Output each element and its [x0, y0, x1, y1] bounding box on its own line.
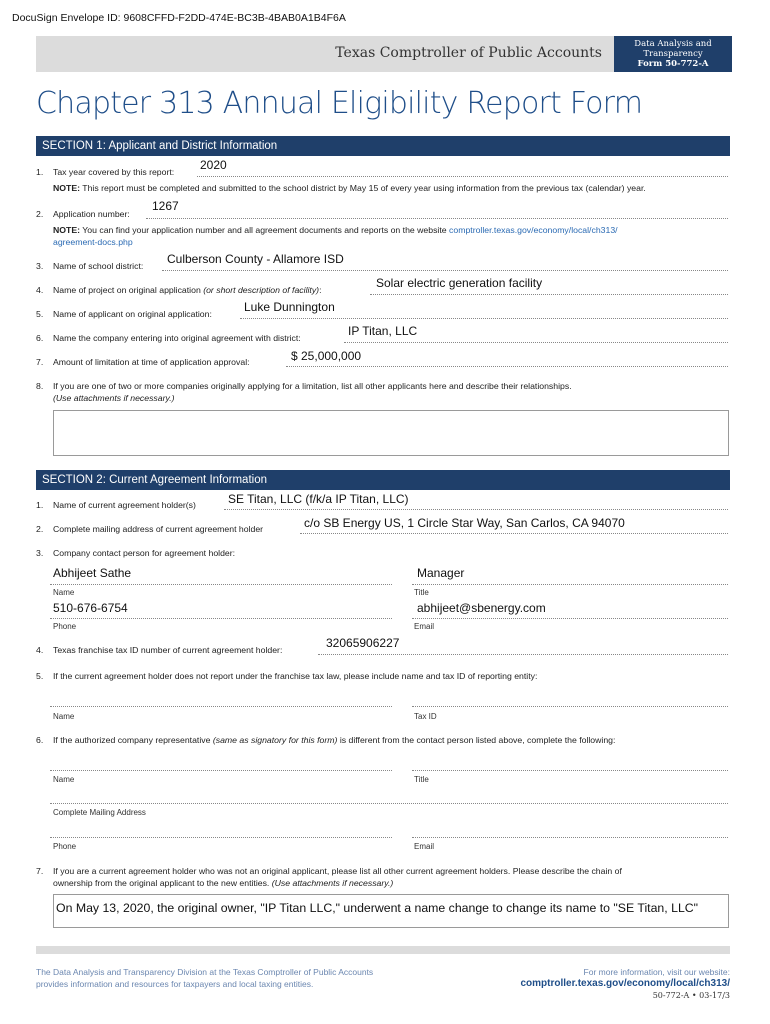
rep-phone-line[interactable]	[50, 837, 392, 838]
contact-name-label: Name	[53, 588, 75, 597]
s2-q7-num: 7.	[36, 866, 44, 876]
rep-email-line[interactable]	[412, 837, 728, 838]
other-applicants-textarea[interactable]	[53, 410, 729, 456]
contact-name-field[interactable]: Abhijeet Sathe	[53, 566, 132, 580]
s2-q2-label: Complete mailing address of current agreement holder	[53, 524, 264, 534]
footer-website-link[interactable]: comptroller.texas.gov/economy/local/ch313/	[520, 978, 730, 989]
q1-num: 1.	[36, 167, 44, 177]
contact-name-line	[50, 584, 392, 585]
rep-name-line[interactable]	[50, 770, 392, 771]
contact-email-field[interactable]: abhijeet@sbenergy.com	[417, 601, 546, 615]
footer-right-line-1: For more information, visit our website:	[583, 967, 730, 977]
agency-name: Texas Comptroller of Public Accounts	[335, 45, 602, 61]
rep-address-label: Complete Mailing Address	[53, 808, 146, 817]
s2-q7-line2: ownership from the original applicant to the new entities.	[53, 878, 270, 888]
rep-title-line[interactable]	[412, 770, 728, 771]
project-name-field[interactable]: Solar electric generation facility	[376, 276, 543, 290]
footer-bar	[36, 946, 730, 954]
q3-label: Name of school district:	[53, 261, 144, 271]
form-number: Form 50-772-A	[637, 59, 709, 69]
section-2-heading: SECTION 2: Current Agreement Information	[36, 470, 730, 490]
s2-q4-label: Texas franchise tax ID number of current agreement holder:	[53, 645, 283, 655]
tax-year-field[interactable]: 2020	[200, 158, 227, 172]
box-line-2: Transparency	[643, 49, 703, 59]
ch313-link[interactable]: comptroller.texas.gov/economy/local/ch313/	[449, 225, 618, 235]
footer-left-line-2: provides information and resources for taxpayers and local taxing entities.	[36, 979, 314, 989]
note-2-bold: NOTE:	[53, 225, 81, 235]
q1-line	[197, 176, 728, 177]
mailing-address-field[interactable]: c/o SB Energy US, 1 Circle Star Way, San Carlos, CA 94070	[304, 516, 625, 530]
q7-num: 7.	[36, 357, 44, 367]
s2-q7-label	[53, 865, 728, 889]
reporting-entity-taxid-line[interactable]	[412, 706, 728, 707]
applicant-name-field[interactable]: Luke Dunnington	[244, 300, 335, 314]
reporting-entity-name-label: Name	[53, 712, 75, 721]
contact-title-line	[412, 584, 728, 585]
footer-description	[36, 966, 373, 990]
contact-email-label: Email	[414, 622, 435, 631]
s2-q3-num: 3.	[36, 548, 44, 558]
s2-q1-label: Name of current agreement holder(s)	[53, 500, 196, 510]
header-bar	[36, 36, 614, 72]
current-holder-field[interactable]: SE Titan, LLC (f/k/a IP Titan, LLC)	[228, 492, 409, 506]
s2-q6-label-end: is different from the contact person listed above, complete the following:	[339, 735, 616, 745]
limitation-amount-field[interactable]: $ 25,000,000	[291, 349, 362, 363]
s2-q1-line	[224, 509, 728, 510]
section-1-heading: SECTION 1: Applicant and District Information	[36, 136, 730, 156]
s2-q3-label: Company contact person for agreement holder:	[53, 548, 236, 558]
contact-email-line	[412, 618, 728, 619]
q5-label: Name of applicant on original application:	[53, 309, 212, 319]
envelope-id: DocuSign Envelope ID: 9608CFFD-F2DD-474E-BC3B-4BAB0A1B4F6A	[12, 12, 346, 24]
q4-label-italic: (or short description of facility)	[203, 285, 320, 295]
note-2-text: You can find your application number and all agreement documents and reports on the website	[82, 225, 447, 235]
form-number-box	[614, 36, 732, 72]
ownership-chain-textarea[interactable]	[53, 894, 729, 928]
q8-num: 8.	[36, 381, 44, 391]
q2-num: 2.	[36, 209, 44, 219]
school-district-field[interactable]: Culberson County - Allamore ISD	[167, 252, 344, 266]
note-1-text: This report must be completed and submitted to the school district by May 15 of every year using information from the previous tax (calendar) year.	[82, 183, 646, 193]
q5-num: 5.	[36, 309, 44, 319]
contact-phone-field[interactable]: 510-676-6754	[53, 601, 128, 615]
s2-q5-num: 5.	[36, 671, 44, 681]
note-2	[53, 224, 723, 248]
q7-label: Amount of limitation at time of application approval:	[53, 357, 250, 367]
contact-phone-line	[50, 618, 392, 619]
q6-line	[344, 342, 728, 343]
s2-q7-line1: If you are a current agreement holder who was not an original applicant, please list all other current agreement holders. Please describe the chain of	[53, 866, 622, 876]
q8-label	[53, 380, 723, 404]
rep-phone-label: Phone	[53, 842, 77, 851]
q4-num: 4.	[36, 285, 44, 295]
q2-label: Application number:	[53, 209, 130, 219]
footer-more-info	[520, 966, 730, 1002]
q4-label-end: :	[319, 285, 322, 295]
q4-line	[370, 294, 728, 295]
note-1	[53, 182, 646, 194]
ownership-chain-value: On May 13, 2020, the original owner, "IP Titan LLC," underwent a name change to change its name to "SE Titan, LLC"	[56, 901, 699, 915]
reporting-entity-taxid-label: Tax ID	[414, 712, 437, 721]
q7-line	[286, 366, 728, 367]
q3-num: 3.	[36, 261, 44, 271]
footer-form-ref: 50-772-A • 03-17/3	[652, 991, 730, 1000]
contact-title-label: Title	[414, 588, 429, 597]
rep-address-line[interactable]	[50, 803, 728, 804]
q1-label: Tax year covered by this report:	[53, 167, 175, 177]
agreement-docs-link[interactable]: agreement-docs.php	[53, 237, 133, 247]
q6-label: Name the company entering into original agreement with district:	[53, 333, 301, 343]
contact-phone-label: Phone	[53, 622, 77, 631]
s2-q6-label-italic: (same as signatory for this form)	[212, 735, 338, 745]
s2-q6-label-text: If the authorized company representative	[53, 735, 211, 745]
q6-num: 6.	[36, 333, 44, 343]
contact-title-field[interactable]: Manager	[417, 566, 465, 580]
q8-label-text: If you are one of two or more companies originally applying for a limitation, list all other applicants here and describe their relationships.	[53, 381, 572, 391]
box-line-1: Data Analysis and	[634, 39, 712, 49]
s2-q2-line	[300, 533, 728, 534]
application-number-field[interactable]: 1267	[152, 199, 179, 213]
original-company-field[interactable]: IP Titan, LLC	[348, 324, 418, 338]
s2-q4-num: 4.	[36, 645, 44, 655]
q5-line	[240, 318, 728, 319]
q8-label-italic: (Use attachments if necessary.)	[53, 393, 175, 403]
q4-label	[53, 285, 322, 295]
note-1-bold: NOTE:	[53, 183, 81, 193]
rep-name-label: Name	[53, 775, 75, 784]
s2-q2-num: 2.	[36, 524, 44, 534]
q3-line	[162, 270, 728, 271]
s2-q6-num: 6.	[36, 735, 44, 745]
s2-q4-line	[318, 654, 728, 655]
s2-q6-label	[53, 735, 615, 745]
page-title: Chapter 313 Annual Eligibility Report Form	[36, 86, 643, 121]
franchise-tax-id-field[interactable]: 32065906227	[326, 636, 400, 650]
q2-line	[146, 218, 728, 219]
rep-title-label: Title	[414, 775, 429, 784]
rep-email-label: Email	[414, 842, 435, 851]
s2-q1-num: 1.	[36, 500, 44, 510]
footer-left-line-1: The Data Analysis and Transparency Division at the Texas Comptroller of Public Accounts	[36, 967, 374, 977]
s2-q7-italic: (Use attachments if necessary.)	[271, 878, 394, 888]
q4-label-text: Name of project on original application	[53, 285, 201, 295]
reporting-entity-name-line[interactable]	[50, 706, 392, 707]
s2-q5-label: If the current agreement holder does not report under the franchise tax law, please include name and tax ID of reporting entity:	[53, 671, 538, 681]
